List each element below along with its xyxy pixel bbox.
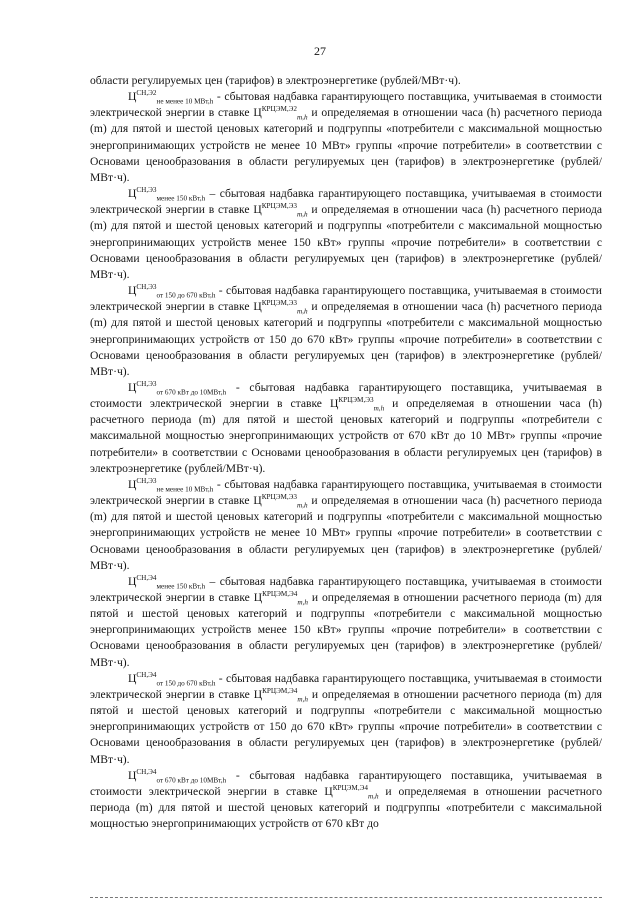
definition-paragraph <box>90 477 602 574</box>
definition-list <box>90 89 602 832</box>
symbol-superscript: СН,Э3 <box>136 186 157 195</box>
surcharge-symbol <box>128 380 226 396</box>
definition-text-part1: - сбытовая надбавка гарантирующего поставщика, учитываемая в стоимости электрической энергии в ставке <box>90 477 602 508</box>
rate-letter: Ц <box>253 300 262 314</box>
symbol-letter: Ц <box>128 477 137 491</box>
surcharge-symbol <box>128 89 213 105</box>
rate-letter: Ц <box>324 784 333 798</box>
symbol-subscript: от 670 кВт до 10МВт,h <box>156 388 227 397</box>
rate-superscript: КРЦЭМ,Э3 <box>338 396 374 405</box>
symbol-letter: Ц <box>128 671 137 685</box>
symbol-superscript: СН,Э3 <box>136 380 157 389</box>
symbol-subscript: от 150 до 670 кВт,h <box>156 291 216 300</box>
rate-symbol <box>253 687 308 704</box>
rate-letter: Ц <box>253 494 262 508</box>
rate-subscript: m,h <box>367 792 379 801</box>
symbol-subscript: от 670 кВт до 10МВт,h <box>156 776 227 785</box>
surcharge-symbol <box>128 283 215 299</box>
symbol-superscript: СН,Э3 <box>136 283 157 292</box>
symbol-superscript: СН,Э2 <box>136 89 157 98</box>
rate-symbol <box>253 493 308 510</box>
symbol-superscript: СН,Э4 <box>136 573 157 582</box>
rate-subscript: m,h <box>296 210 308 219</box>
rate-superscript: КРЦЭМ,Э4 <box>262 687 298 696</box>
definition-text-part1: - сбытовая надбавка гарантирующего поставщика, учитываемая в стоимости электрической энергии в ставке <box>90 284 602 314</box>
symbol-superscript: СН,Э3 <box>136 477 157 486</box>
symbol-letter: Ц <box>128 187 137 201</box>
intro-line: области регулируемых цен (тарифов) в электроэнергетике (рублей/МВт·ч). <box>90 74 461 87</box>
rate-superscript: КРЦЭМ,Э2 <box>261 105 297 114</box>
definition-text-part1: - сбытовая надбавка гарантирующего поставщика, учитываемая в стоимости электрической энергии в ставке <box>90 380 602 411</box>
surcharge-symbol <box>128 574 205 590</box>
rate-subscript: m,h <box>297 598 308 607</box>
rate-symbol <box>253 105 308 122</box>
definition-text-part1: - сбытовая надбавка гарантирующего поставщика, учитываемая в стоимости электрической энергии в ставке <box>90 768 602 798</box>
symbol-letter: Ц <box>128 90 137 104</box>
rate-subscript: m,h <box>297 695 308 704</box>
definition-text-part2: и определяемая в отношении часа (h) расчетного периода (m) для пятой и шестой ценовых категорий и подгруппы «потребители с максимальной мощностью энергопринимающих устройств не менее 10 МВт» группы «прочие потребители» в соответствии с Основами ценообразования в области регулируемых цен (тарифов) в электроэнергетике (рублей/МВт·ч). <box>90 106 602 184</box>
definition-text-part2: и определяемая в отношении расчетного периода (m) для пятой и шестой ценовых категорий и подгруппы «потребители с максимальной мощностью энергопринимающих устройств от 670 кВт до <box>90 784 602 831</box>
definition-text-part2: и определяемая в отношении часа (h) расчетного периода (m) для пятой и шестой ценовых категорий и подгруппы «потребители с максимальной мощностью энергопринимающих устройств от 150 до 670 кВт» группы «прочие потребители» в соответствии с Основами ценообразования в области регулируемых цен (тарифов) в электроэнергетике (рублей/МВт·ч). <box>90 300 602 378</box>
symbol-subscript: не менее 10 МВт,h <box>156 485 214 494</box>
definition-paragraph <box>90 186 602 283</box>
surcharge-symbol <box>128 671 215 687</box>
page-number: 27 <box>314 44 326 58</box>
symbol-subscript: не менее 10 МВт,h <box>156 97 214 106</box>
symbol-letter: Ц <box>128 380 137 394</box>
definition-paragraph <box>90 574 602 671</box>
rate-superscript: КРЦЭМ,Э3 <box>261 493 297 502</box>
rate-letter: Ц <box>253 591 263 604</box>
definition-text-part2: и определяемая в отношении часа (h) расчетного периода (m) для пятой и шестой ценовых категорий и подгруппы «потребители с максимальной мощностью энергопринимающих устройств от 670 кВт до 10 МВт» группы «прочие потребители» в соответствии с Основами ценообразования в области регулируемых цен (тарифов) в электроэнергетике (рублей/МВт·ч). <box>90 397 602 475</box>
rate-symbol <box>253 202 308 219</box>
definition-paragraph <box>90 768 602 833</box>
surcharge-symbol <box>128 186 205 202</box>
rate-symbol <box>253 299 308 316</box>
rate-superscript: КРЦЭМ,Э4 <box>262 590 298 599</box>
definition-paragraph <box>90 283 602 380</box>
definition-paragraph <box>90 671 602 768</box>
rate-letter: Ц <box>253 203 262 217</box>
definition-text-part2: и определяемая в отношении часа (h) расчетного периода (m) для пятой и шестой ценовых категорий и подгруппы «потребители с максимальной мощностью энергопринимающих устройств не менее 10 МВт» группы «прочие потребители» в соответствии с Основами ценообразования в области регулируемых цен (тарифов) в электроэнергетике (рублей/МВт·ч). <box>90 494 602 572</box>
rate-symbol <box>324 784 379 801</box>
symbol-letter: Ц <box>128 574 137 588</box>
symbol-letter: Ц <box>128 284 137 298</box>
rate-subscript: m,h <box>373 404 385 413</box>
rate-letter: Ц <box>253 106 262 120</box>
definition-text-part1: – сбытовая надбавка гарантирующего поставщика, учитываемая в стоимости электрической энергии в ставке <box>90 187 602 217</box>
page-bottom-edge <box>90 897 602 898</box>
definition-paragraph <box>90 380 602 477</box>
rate-subscript: m,h <box>296 501 308 510</box>
symbol-subscript: от 150 до 670 кВт,h <box>156 679 216 688</box>
rate-subscript: m,h <box>296 113 308 122</box>
rate-letter: Ц <box>253 687 263 701</box>
definition-text-part1: – сбытовая надбавка гарантирующего поставщика, учитываемая в стоимости электрической энергии в ставке <box>90 574 602 604</box>
rate-superscript: КРЦЭМ,Э4 <box>332 784 368 793</box>
definition-text-part1: - сбытовая надбавка гарантирующего поставщика, учитываемая в стоимости электрической энергии в ставке <box>90 90 602 120</box>
rate-letter: Ц <box>329 397 339 411</box>
definition-text-part2: и определяемая в отношении расчетного периода (m) для пятой и шестой ценовых категорий и подгруппы «потребители с максимальной мощностью энергопринимающих устройств от 150 до 670 кВт» группы «прочие потребители» в соответствии с Основами ценообразования в области регулируемых цен (тарифов) в электроэнергетике (рублей/МВт·ч). <box>90 687 602 766</box>
symbol-subscript: менее 150 кВт,h <box>156 194 206 203</box>
definition-text-part2: и определяемая в отношении расчетного периода (m) для пятой и шестой ценовых категорий и подгруппы «потребители с максимальной мощностью энергопринимающих устройств менее 150 кВт» группы «прочие потребители» в соответствии с Основами ценообразования в области регулируемых цен (тарифов) в электроэнергетике (рублей/МВт·ч). <box>90 591 602 669</box>
document-body <box>90 73 602 832</box>
rate-symbol <box>253 590 308 607</box>
symbol-subscript: менее 150 кВт,h <box>156 582 206 591</box>
symbol-superscript: СН,Э4 <box>136 767 157 776</box>
rate-symbol <box>329 396 385 413</box>
rate-superscript: КРЦЭМ,Э3 <box>261 299 297 308</box>
definition-paragraph <box>90 89 602 186</box>
surcharge-symbol <box>128 768 226 784</box>
surcharge-symbol <box>128 477 213 493</box>
definition-text-part2: и определяемая в отношении часа (h) расчетного периода (m) для пятой и шестой ценовых категорий и подгруппы «потребители с максимальной мощностью энергопринимающих устройств менее 150 кВт» группы «прочие потребители» в соответствии с Основами ценообразования в области регулируемых цен (тарифов) в электроэнергетике (рублей/МВт·ч). <box>90 203 602 281</box>
definition-text-part1: - сбытовая надбавка гарантирующего поставщика, учитываемая в стоимости электрической энергии в ставке <box>90 671 602 701</box>
rate-superscript: КРЦЭМ,Э3 <box>261 202 297 211</box>
symbol-superscript: СН,Э4 <box>136 670 157 679</box>
symbol-letter: Ц <box>128 768 137 782</box>
rate-subscript: m,h <box>296 307 308 316</box>
